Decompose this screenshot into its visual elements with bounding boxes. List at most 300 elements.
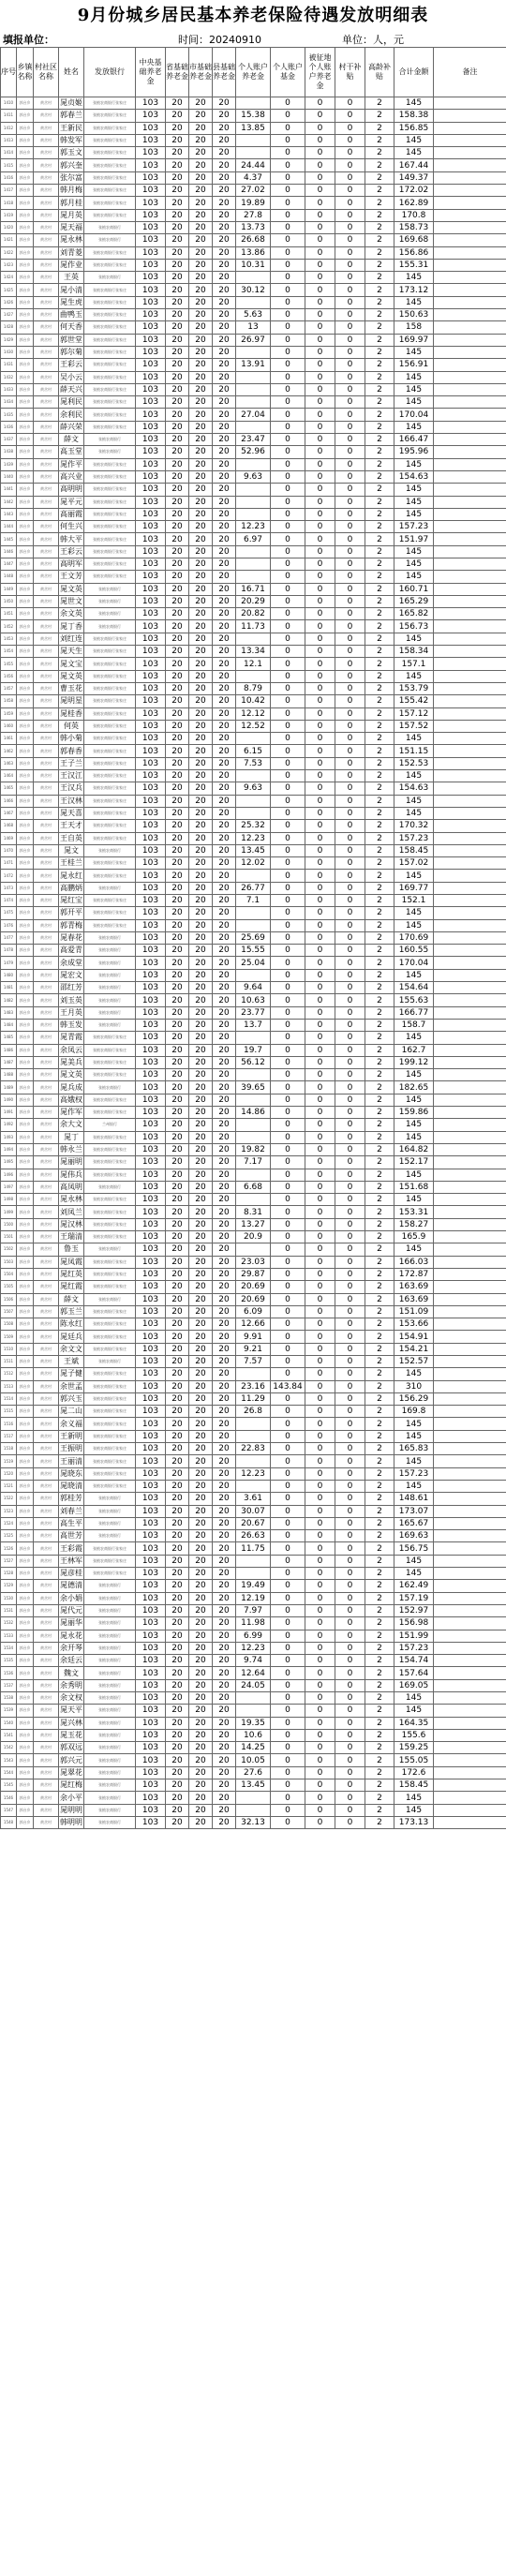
- cell-seq: 1471: [1, 857, 17, 870]
- cell-p: 20: [166, 446, 189, 458]
- cell-seq: 1454: [1, 646, 17, 658]
- cell-lf: 0: [305, 309, 335, 321]
- cell-note: [434, 1617, 506, 1630]
- cell-bank: 张掖农商银行: [84, 1293, 136, 1305]
- cell-village: 黄岔村: [34, 1331, 59, 1343]
- cell-m: 20: [189, 1331, 213, 1343]
- cell-note: [434, 1729, 506, 1741]
- cell-x: 20: [213, 508, 236, 520]
- table-row: [1, 396, 506, 409]
- table-row: [1, 383, 506, 395]
- cell-bank: 张掖农商银行张家庄: [84, 1343, 136, 1355]
- cell-name: 晁德清: [59, 1580, 84, 1592]
- column-header: 姓名: [59, 48, 84, 97]
- cell-note: [434, 620, 506, 633]
- cell-bank: 张掖农商银行张家庄: [84, 646, 136, 658]
- cell-old: 2: [365, 670, 394, 682]
- cell-total: 165.82: [394, 608, 434, 620]
- cell-p: 20: [166, 134, 189, 146]
- cell-town: 郭台乡: [17, 1692, 34, 1705]
- cell-m: 20: [189, 1530, 213, 1542]
- cell-pf: 0: [271, 745, 305, 757]
- cell-x: 20: [213, 309, 236, 321]
- cell-town: 郭台乡: [17, 1094, 34, 1106]
- cell-m: 20: [189, 1243, 213, 1256]
- cell-pa: 23.03: [236, 1256, 271, 1268]
- cell-town: 郭台乡: [17, 1642, 34, 1654]
- cell-m: 20: [189, 246, 213, 259]
- cell-village: 黄岔村: [34, 1406, 59, 1418]
- cell-town: 郭台乡: [17, 931, 34, 944]
- cell-total: 145: [394, 1418, 434, 1430]
- cell-note: [434, 272, 506, 284]
- cell-lf: 0: [305, 159, 335, 171]
- cell-note: [434, 1568, 506, 1580]
- cell-c: 103: [136, 1792, 166, 1804]
- cell-village: 黄岔村: [34, 321, 59, 334]
- cell-x: 20: [213, 97, 236, 110]
- cell-village: 黄岔村: [34, 434, 59, 446]
- cell-vc: 0: [335, 1418, 365, 1430]
- cell-town: 郭台乡: [17, 1218, 34, 1230]
- table-row: [1, 707, 506, 720]
- cell-town: 郭台乡: [17, 882, 34, 894]
- cell-vc: 0: [335, 646, 365, 658]
- cell-name: 晁红宝: [59, 895, 84, 907]
- cell-lf: 0: [305, 1804, 335, 1816]
- cell-m: 20: [189, 1418, 213, 1430]
- cell-note: [434, 1243, 506, 1256]
- cell-lf: 0: [305, 209, 335, 221]
- cell-bank: 张掖农商银行张家庄: [84, 1107, 136, 1119]
- cell-old: 2: [365, 1455, 394, 1467]
- cell-name: 晁贞姬: [59, 97, 84, 110]
- cell-town: 郭台乡: [17, 945, 34, 957]
- cell-c: 103: [136, 895, 166, 907]
- cell-c: 103: [136, 409, 166, 421]
- cell-seq: 1453: [1, 633, 17, 645]
- cell-village: 黄岔村: [34, 334, 59, 346]
- cell-lf: 0: [305, 383, 335, 395]
- cell-village: 黄岔村: [34, 1293, 59, 1305]
- cell-old: 2: [365, 409, 394, 421]
- cell-pa: 13.45: [236, 1779, 271, 1792]
- cell-vc: 0: [335, 1181, 365, 1193]
- cell-bank: 张掖农商银行张家庄: [84, 670, 136, 682]
- cell-pf: 0: [271, 446, 305, 458]
- cell-old: 2: [365, 1742, 394, 1754]
- cell-bank: 张掖农商银行张家庄: [84, 857, 136, 870]
- cell-seq: 1510: [1, 1343, 17, 1355]
- cell-vc: 0: [335, 757, 365, 769]
- cell-c: 103: [136, 1094, 166, 1106]
- cell-lf: 0: [305, 221, 335, 233]
- cell-village: 黄岔村: [34, 197, 59, 209]
- table-row: [1, 1256, 506, 1268]
- cell-total: 153.79: [394, 682, 434, 694]
- cell-name: 高鹏炳: [59, 882, 84, 894]
- cell-total: 155.63: [394, 994, 434, 1006]
- table-row: [1, 1804, 506, 1816]
- cell-seq: 1411: [1, 110, 17, 122]
- cell-old: 2: [365, 1032, 394, 1044]
- cell-c: 103: [136, 707, 166, 720]
- cell-seq: 1492: [1, 1119, 17, 1131]
- cell-x: 20: [213, 1131, 236, 1143]
- table-row: [1, 1094, 506, 1106]
- cell-vc: 0: [335, 1019, 365, 1031]
- cell-lf: 0: [305, 931, 335, 944]
- cell-vc: 0: [335, 1742, 365, 1754]
- column-header: 高龄补贴: [365, 48, 394, 97]
- cell-name: 余世孟: [59, 1380, 84, 1392]
- cell-village: 黄岔村: [34, 1056, 59, 1068]
- table-row: [1, 334, 506, 346]
- cell-old: 2: [365, 1430, 394, 1442]
- table-row: [1, 620, 506, 633]
- cell-vc: 0: [335, 396, 365, 409]
- cell-seq: 1430: [1, 346, 17, 358]
- cell-p: 20: [166, 359, 189, 371]
- cell-name: 郭兴奎: [59, 159, 84, 171]
- cell-c: 103: [136, 695, 166, 707]
- cell-pf: 0: [271, 159, 305, 171]
- cell-total: 154.63: [394, 470, 434, 483]
- cell-p: 20: [166, 508, 189, 520]
- cell-old: 2: [365, 1131, 394, 1143]
- cell-seq: 1462: [1, 745, 17, 757]
- cell-seq: 1544: [1, 1766, 17, 1779]
- cell-bank: 张掖农商银行张家庄: [84, 521, 136, 533]
- cell-note: [434, 1555, 506, 1567]
- cell-town: 郭台乡: [17, 1729, 34, 1741]
- cell-pa: 9.63: [236, 470, 271, 483]
- cell-p: 20: [166, 1318, 189, 1331]
- cell-vc: 0: [335, 1218, 365, 1230]
- cell-old: 2: [365, 1107, 394, 1119]
- cell-note: [434, 446, 506, 458]
- cell-x: 20: [213, 733, 236, 745]
- cell-village: 黄岔村: [34, 919, 59, 931]
- cell-note: [434, 571, 506, 583]
- cell-p: 20: [166, 197, 189, 209]
- cell-town: 郭台乡: [17, 1368, 34, 1380]
- cell-note: [434, 682, 506, 694]
- cell-x: 20: [213, 1231, 236, 1243]
- cell-total: 150.63: [394, 309, 434, 321]
- table-row: [1, 259, 506, 271]
- cell-c: 103: [136, 1056, 166, 1068]
- cell-bank: 张掖农商银行张家庄: [84, 1094, 136, 1106]
- cell-vc: 0: [335, 1006, 365, 1019]
- cell-pf: 0: [271, 1692, 305, 1705]
- cell-note: [434, 745, 506, 757]
- cell-note: [434, 1692, 506, 1705]
- cell-village: 黄岔村: [34, 795, 59, 807]
- cell-pa: [236, 1418, 271, 1430]
- cell-vc: 0: [335, 446, 365, 458]
- cell-pa: [236, 807, 271, 819]
- cell-p: 20: [166, 571, 189, 583]
- cell-village: 黄岔村: [34, 1206, 59, 1218]
- cell-pa: 15.38: [236, 110, 271, 122]
- cell-pf: 0: [271, 1542, 305, 1555]
- cell-vc: 0: [335, 832, 365, 844]
- cell-lf: 0: [305, 1107, 335, 1119]
- cell-bank: 张掖农商银行张家庄: [84, 470, 136, 483]
- cell-c: 103: [136, 346, 166, 358]
- table-row: [1, 246, 506, 259]
- cell-name: 韩大平: [59, 533, 84, 545]
- cell-x: 20: [213, 147, 236, 159]
- cell-bank: 张掖农商银行张家庄: [84, 1268, 136, 1280]
- cell-p: 20: [166, 1443, 189, 1455]
- cell-c: 103: [136, 1816, 166, 1828]
- cell-p: 20: [166, 1392, 189, 1405]
- cell-lf: 0: [305, 171, 335, 184]
- table-row: [1, 844, 506, 856]
- cell-name: 郭玉兰: [59, 1305, 84, 1318]
- cell-name: 余秀明: [59, 1679, 84, 1691]
- cell-bank: 张掖农商银行: [84, 1766, 136, 1779]
- cell-vc: 0: [335, 1568, 365, 1580]
- cell-village: 黄岔村: [34, 1044, 59, 1056]
- cell-total: 145: [394, 1194, 434, 1206]
- cell-pf: 0: [271, 633, 305, 645]
- cell-vc: 0: [335, 595, 365, 607]
- cell-name: 晁丁: [59, 1131, 84, 1143]
- cell-note: [434, 1206, 506, 1218]
- cell-p: 20: [166, 957, 189, 969]
- cell-p: 20: [166, 1692, 189, 1705]
- cell-vc: 0: [335, 558, 365, 570]
- cell-note: [434, 1542, 506, 1555]
- cell-vc: 0: [335, 1368, 365, 1380]
- cell-village: 黄岔村: [34, 1493, 59, 1505]
- table-row: [1, 733, 506, 745]
- cell-name: 郭桂芳: [59, 1493, 84, 1505]
- cell-name: 王月英: [59, 1006, 84, 1019]
- cell-total: 159.86: [394, 1107, 434, 1119]
- cell-old: 2: [365, 259, 394, 271]
- cell-old: 2: [365, 371, 394, 383]
- cell-note: [434, 284, 506, 296]
- cell-seq: 1452: [1, 620, 17, 633]
- cell-pf: 0: [271, 508, 305, 520]
- cell-c: 103: [136, 434, 166, 446]
- cell-total: 156.98: [394, 1617, 434, 1630]
- cell-p: 20: [166, 1555, 189, 1567]
- cell-old: 2: [365, 695, 394, 707]
- cell-x: 20: [213, 1368, 236, 1380]
- cell-pa: 10.63: [236, 994, 271, 1006]
- cell-bank: 张掖农商银行: [84, 844, 136, 856]
- cell-vc: 0: [335, 957, 365, 969]
- cell-p: 20: [166, 1604, 189, 1616]
- cell-x: 20: [213, 470, 236, 483]
- cell-village: 黄岔村: [34, 1305, 59, 1318]
- cell-town: 郭台乡: [17, 633, 34, 645]
- cell-town: 郭台乡: [17, 733, 34, 745]
- cell-x: 20: [213, 1455, 236, 1467]
- cell-village: 黄岔村: [34, 1592, 59, 1604]
- cell-x: 20: [213, 284, 236, 296]
- cell-pa: 12.23: [236, 832, 271, 844]
- cell-pa: 39.65: [236, 1081, 271, 1094]
- cell-village: 黄岔村: [34, 757, 59, 769]
- table-row: [1, 197, 506, 209]
- cell-vc: 0: [335, 1380, 365, 1392]
- cell-pf: 0: [271, 409, 305, 421]
- cell-pf: 0: [271, 383, 305, 395]
- cell-c: 103: [136, 1032, 166, 1044]
- cell-bank: 张掖农商银行张家庄: [84, 159, 136, 171]
- cell-x: 20: [213, 1816, 236, 1828]
- table-row: [1, 1231, 506, 1243]
- cell-bank: 张掖农商银行张家庄: [84, 571, 136, 583]
- cell-vc: 0: [335, 147, 365, 159]
- report-meta: [0, 32, 506, 45]
- cell-c: 103: [136, 982, 166, 994]
- cell-lf: 0: [305, 1505, 335, 1517]
- cell-town: 郭台乡: [17, 1044, 34, 1056]
- cell-village: 黄岔村: [34, 1343, 59, 1355]
- cell-seq: 1437: [1, 434, 17, 446]
- cell-vc: 0: [335, 110, 365, 122]
- cell-c: 103: [136, 1742, 166, 1754]
- cell-c: 103: [136, 1131, 166, 1143]
- cell-x: 20: [213, 1754, 236, 1766]
- cell-pf: 0: [271, 1181, 305, 1193]
- cell-total: 158.34: [394, 646, 434, 658]
- cell-old: 2: [365, 171, 394, 184]
- cell-p: 20: [166, 1792, 189, 1804]
- cell-village: 黄岔村: [34, 1816, 59, 1828]
- cell-bank: 张掖农商银行张家庄: [84, 209, 136, 221]
- cell-note: [434, 931, 506, 944]
- cell-c: 103: [136, 246, 166, 259]
- cell-seq: 1422: [1, 246, 17, 259]
- cell-seq: 1482: [1, 994, 17, 1006]
- cell-vc: 0: [335, 1406, 365, 1418]
- cell-pa: [236, 134, 271, 146]
- table-row: [1, 1692, 506, 1705]
- cell-vc: 0: [335, 521, 365, 533]
- cell-x: 20: [213, 1443, 236, 1455]
- cell-note: [434, 558, 506, 570]
- cell-old: 2: [365, 1443, 394, 1455]
- cell-total: 169.97: [394, 334, 434, 346]
- cell-pa: 13.34: [236, 646, 271, 658]
- table-row: [1, 409, 506, 421]
- cell-lf: 0: [305, 633, 335, 645]
- cell-total: 170.69: [394, 931, 434, 944]
- cell-total: 145: [394, 1792, 434, 1804]
- cell-note: [434, 110, 506, 122]
- cell-vc: 0: [335, 1194, 365, 1206]
- table-row: [1, 1705, 506, 1717]
- cell-town: 郭台乡: [17, 857, 34, 870]
- table-row: [1, 371, 506, 383]
- cell-x: 20: [213, 521, 236, 533]
- cell-village: 黄岔村: [34, 1268, 59, 1280]
- cell-bank: 张掖农商银行: [84, 994, 136, 1006]
- cell-x: 20: [213, 608, 236, 620]
- cell-m: 20: [189, 795, 213, 807]
- cell-bank: 张掖农商银行张家庄: [84, 246, 136, 259]
- cell-p: 20: [166, 533, 189, 545]
- cell-bank: 张掖农商银行张家庄: [84, 895, 136, 907]
- cell-c: 103: [136, 147, 166, 159]
- cell-vc: 0: [335, 272, 365, 284]
- cell-pa: [236, 396, 271, 409]
- table-row: [1, 895, 506, 907]
- cell-old: 2: [365, 1406, 394, 1418]
- cell-lf: 0: [305, 807, 335, 819]
- cell-old: 2: [365, 209, 394, 221]
- cell-town: 郭台乡: [17, 1542, 34, 1555]
- cell-c: 103: [136, 1493, 166, 1505]
- cell-m: 20: [189, 496, 213, 508]
- cell-m: 20: [189, 1617, 213, 1630]
- cell-note: [434, 209, 506, 221]
- cell-village: 黄岔村: [34, 1792, 59, 1804]
- cell-town: 郭台乡: [17, 1143, 34, 1155]
- cell-name: 王汉林: [59, 795, 84, 807]
- cell-village: 黄岔村: [34, 122, 59, 134]
- cell-old: 2: [365, 1517, 394, 1529]
- cell-lf: 0: [305, 820, 335, 832]
- cell-c: 103: [136, 1754, 166, 1766]
- cell-pf: 0: [271, 807, 305, 819]
- cell-seq: 1470: [1, 844, 17, 856]
- cell-pf: 0: [271, 197, 305, 209]
- cell-pa: 7.1: [236, 895, 271, 907]
- cell-m: 20: [189, 185, 213, 197]
- cell-pa: 13.85: [236, 122, 271, 134]
- cell-m: 20: [189, 1729, 213, 1741]
- cell-note: [434, 882, 506, 894]
- cell-total: 154.21: [394, 1343, 434, 1355]
- cell-seq: 1489: [1, 1081, 17, 1094]
- cell-town: 郭台乡: [17, 1156, 34, 1169]
- cell-lf: 0: [305, 1281, 335, 1293]
- table-row: [1, 1742, 506, 1754]
- cell-m: 20: [189, 321, 213, 334]
- cell-pa: [236, 558, 271, 570]
- cell-vc: 0: [335, 470, 365, 483]
- cell-p: 20: [166, 1816, 189, 1828]
- table-row: [1, 1331, 506, 1343]
- cell-village: 黄岔村: [34, 1443, 59, 1455]
- cell-total: 163.69: [394, 1281, 434, 1293]
- cell-bank: 张掖农商银行张家庄: [84, 1430, 136, 1442]
- cell-total: 145: [394, 633, 434, 645]
- cell-old: 2: [365, 1505, 394, 1517]
- cell-vc: 0: [335, 1094, 365, 1106]
- cell-lf: 0: [305, 1655, 335, 1667]
- cell-note: [434, 409, 506, 421]
- cell-village: 黄岔村: [34, 857, 59, 870]
- cell-x: 20: [213, 122, 236, 134]
- cell-village: 黄岔村: [34, 1069, 59, 1081]
- cell-pa: [236, 670, 271, 682]
- cell-old: 2: [365, 795, 394, 807]
- cell-old: 2: [365, 595, 394, 607]
- cell-p: 20: [166, 334, 189, 346]
- cell-c: 103: [136, 1218, 166, 1230]
- cell-village: 黄岔村: [34, 508, 59, 520]
